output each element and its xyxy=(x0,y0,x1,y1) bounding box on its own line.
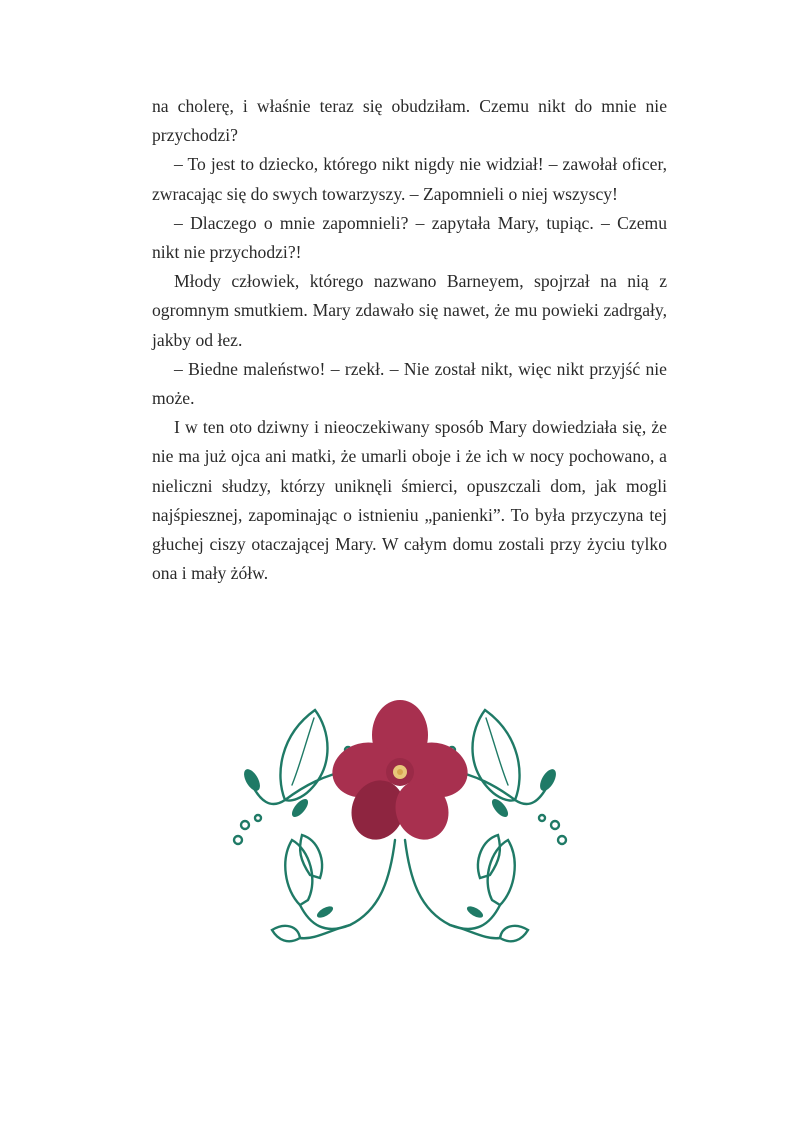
body-text xyxy=(152,92,667,588)
paragraph: – Dlaczego o mnie zapomnieli? – zapytała Mary, tupiąc. – Czemu nikt nie przychodzi?! xyxy=(152,212,667,263)
paragraph: – Biedne maleństwo! – rzekł. – Nie został nikt, więc nikt przyjść nie może. xyxy=(152,358,667,409)
flower-vine-ornament-icon xyxy=(230,690,570,970)
paragraph: – To jest to dziecko, którego nikt nigdy nie widział! – zawołał oficer, zwracając się do swych towarzyszy. – Zapomnieli o niej wszyscy! xyxy=(152,154,667,204)
paragraph: Młody człowiek, którego nazwano Barneyem, spojrzał na nią z ogromnym smutkiem. Mary zdawało się nawet, że mu powieki zadrgały, jakby od łez. xyxy=(152,271,667,350)
paragraph: na cholerę, i właśnie teraz się obudziłam. Czemu nikt do mnie nie przychodzi? xyxy=(152,96,667,146)
paragraph: I w ten oto dziwny i nieoczekiwany sposób Mary dowiedziała się, że nie ma już ojca ani matki, że umarli oboje i że ich w nocy pochowano, a nieliczni słudzy, którzy uniknęli śmierci, opuszczali dom, jak mogli najśpiesznej, zapominając o istnieniu „panienki”. To była przyczyna tej głuchej ciszy otaczającej Mary. W całym domu zostali przy życiu tylko ona i mały żółw. xyxy=(152,417,667,584)
